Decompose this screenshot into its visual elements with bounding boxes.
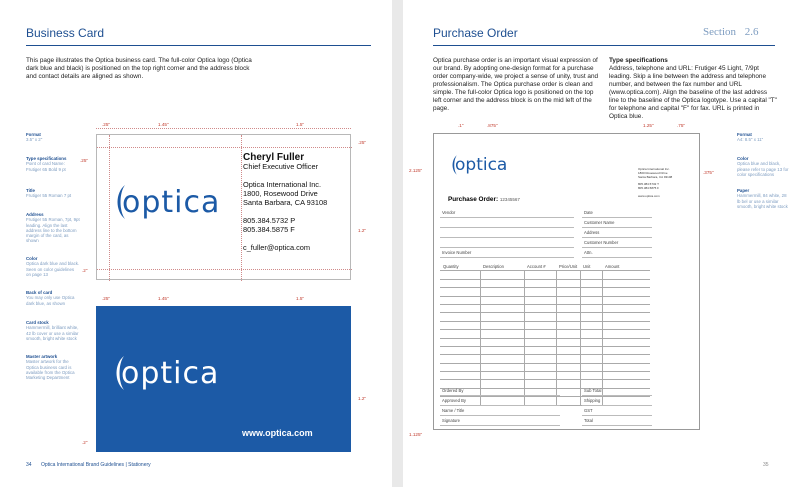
total-line [440,405,560,406]
table-row [440,355,650,363]
spec-text: Frutiger 55 Roman 7 pt [26,193,72,199]
spec-item [737,188,791,209]
spec-text: Optica blue and black, please refer to page 13 for color specifications [737,161,789,177]
table-row [440,297,650,305]
dim-label: .875" [487,123,498,128]
field-line [440,217,574,218]
table-row [440,372,650,380]
column-divider [480,280,481,287]
spec-item [26,212,80,244]
purchase-order-form [433,133,700,430]
card-url: www.optica.com [242,428,313,438]
dim-label: 1.2" [358,228,367,233]
spec-text: Master artwork for the Optica business card is available from the Optica Marketing Department [26,359,75,381]
card-company: Optica International Inc. [243,180,322,189]
column-divider [602,347,603,354]
column-divider [524,280,525,287]
column-divider [480,364,481,371]
right-page [403,0,795,487]
column-divider [580,347,581,354]
card-city: Santa Barbara, CA 93108 [243,198,328,207]
spec-item [26,132,80,143]
column-header: Amount [605,264,620,269]
column-divider [480,355,481,362]
address-line: www.optica.com [638,193,660,198]
table-row [440,330,650,338]
field-line [440,247,574,248]
table-row [440,313,650,321]
field-line [582,237,652,238]
left-page [0,0,392,487]
column-divider [580,330,581,337]
column-divider [580,372,581,379]
total-line [582,395,652,396]
table-row [440,322,650,330]
column-divider [556,355,557,362]
column-divider [556,372,557,379]
card-contact-block [243,153,327,252]
spec-text: 3.5" x 2" [26,137,43,143]
spec-heading: Format [26,132,41,137]
column-header: Account # [527,264,546,269]
dim-label: .2" [82,268,88,273]
spec-text: Point of card Name: Frutiger 65 Bold 9 pt [26,161,66,172]
total-line [440,425,560,426]
title-rule [26,45,371,46]
spec-text: You may only use Optica dark blue, as shown [26,295,75,306]
column-divider [556,339,557,346]
column-divider [480,372,481,379]
column-divider [480,397,481,404]
dim-label: .25" [102,122,111,127]
column-divider [580,313,581,320]
total-label: Shipping [584,398,601,403]
dim-label: .25" [102,296,111,301]
dim-label: .375" [703,170,714,175]
logo-wordmark: optica [122,184,221,220]
column-divider [556,280,557,287]
field-label: Date [584,210,593,215]
column-header: Quantity [443,264,459,269]
page-footer [26,462,151,468]
column-divider [480,288,481,295]
business-card-back [96,306,351,452]
dim-label: .25" [358,140,367,145]
column-divider [602,288,603,295]
spec-heading: Format [737,132,752,137]
column-divider [480,330,481,337]
column-divider [580,339,581,346]
dim-label: 1.5" [296,296,305,301]
column-header: Unit [583,264,591,269]
total-line [582,415,652,416]
card-name: Cheryl Fuller [243,152,305,163]
column-divider [602,330,603,337]
spec-text: A4: 8.5" x 11" [737,137,764,143]
spec-heading: Paper [737,188,750,193]
address-line: 805.384.5875 F [638,185,660,190]
column-divider [524,339,525,346]
section-word: Section [703,26,736,38]
optica-logo [113,183,220,221]
spec-heading: Master artwork [26,354,58,359]
column-divider [580,280,581,287]
column-divider [602,297,603,304]
address-line: 1800 Rosewood Drive [638,170,668,175]
address-line: 805.384.5732 T [638,182,659,187]
page-title: Purchase Order [433,26,518,40]
card-email: c_fuller@optica.com [243,243,311,252]
guide-line [241,135,242,281]
column-divider [480,271,481,278]
field-label: Address [584,230,600,235]
spec-item [26,320,80,341]
total-label: Approved By [442,398,466,403]
table-row [440,380,650,388]
column-divider [480,305,481,312]
column-divider [580,389,581,396]
column-header: Price/Unit [559,264,578,269]
column-divider [524,355,525,362]
spec-item [737,132,791,143]
column-divider [602,355,603,362]
column-divider [580,271,581,278]
address-line: Optica International Inc. [638,167,670,171]
column-divider [580,297,581,304]
field-line [440,227,574,228]
logo-wordmark: optica [455,155,508,175]
column-divider [480,380,481,387]
spec-heading: Type specifications [26,156,67,161]
table-row [440,347,650,355]
spec-heading: Color [26,256,38,261]
column-divider [524,305,525,312]
po-heading [448,196,520,203]
field-label: Customer Name [584,220,615,225]
column-divider [524,322,525,329]
po-title: Purchase Order: [448,196,499,203]
column-divider [480,322,481,329]
optica-logo-white [112,354,219,392]
spec-text: Hammermill, brilliant white, 42 lb cover or use a similar smooth, bright white stock [26,325,79,341]
table-header-row [440,263,650,271]
logo-wordmark: optica [121,355,220,391]
column-divider [602,322,603,329]
spec-heading: Address [26,212,44,217]
spec-item [26,156,80,172]
field-label: Attn. [584,250,593,255]
column-divider [580,305,581,312]
field-line [582,227,652,228]
dim-label: 1.2" [358,396,367,401]
card-title: Chief Executive Officer [243,162,319,171]
business-card-front [96,134,351,280]
column-divider [556,364,557,371]
page-number: 34 [26,462,32,468]
spec-item [26,256,80,277]
line-items-table [440,263,650,406]
field-line [440,237,574,238]
spec-text: Hammermill, 84 white, 28 lb bel or use a similar smooth, bright white stock [737,193,788,209]
column-divider [524,397,525,404]
section-number: 2.6 [744,26,759,38]
column-divider [524,271,525,278]
page-number: 35 [763,462,769,468]
spec-heading: Back of card [26,290,53,295]
column-divider [580,288,581,295]
card-phone: 805.384.5732 P [243,216,296,225]
column-divider [524,297,525,304]
footer-text: Optica International Brand Guidelines | Stationery [40,462,151,468]
column-divider [480,313,481,320]
column-divider [524,380,525,387]
spec-text: Optica dark blue and black. Seen on color guidelines on page 13 [26,261,80,277]
column-divider [580,364,581,371]
spec-item [26,188,80,199]
spec-item [737,156,791,177]
column-divider [580,380,581,387]
column-divider [480,339,481,346]
column-divider [602,339,603,346]
intro-text: This page illustrates the Optica business card. The full-color Optica logo (Optica dark blue and black) is positioned on the top right corner and the address block and contact details are aligned as shown. [26,57,252,80]
field-label: Customer Number [584,240,619,245]
page-title: Business Card [26,26,105,40]
dim-label: .2" [82,440,88,445]
column-divider [480,347,481,354]
spec-item [26,290,80,306]
card-street: 1800, Rosewood Drive [243,189,318,198]
card-fax: 805.384.5875 F [243,225,295,234]
column-divider [524,364,525,371]
table-row [440,364,650,372]
guide-line [96,128,351,129]
column-divider [580,397,581,404]
dim-label: .25" [80,158,89,163]
column-divider [524,372,525,379]
total-line [440,395,560,396]
table-row [440,339,650,347]
column-divider [580,322,581,329]
column-divider [580,355,581,362]
total-label: Ordered By [442,388,464,393]
table-row [440,288,650,296]
type-spec-heading: Type specifications [609,57,668,64]
table-row [440,280,650,288]
total-label: Total [584,418,593,423]
column-divider [602,271,603,278]
dim-label: 2.125" [409,168,423,173]
guide-line [109,135,110,281]
column-divider [602,372,603,379]
column-divider [556,330,557,337]
table-row [440,271,650,279]
field-line [582,257,652,258]
total-label: Name / Title [442,408,465,413]
total-label: Sub Total [584,388,602,393]
field-label: Invoice Number [442,250,472,255]
column-divider [556,305,557,312]
title-rule [433,45,775,46]
field-line [582,217,652,218]
address-line: Santa Barbara, CA 93108 [638,174,673,179]
address-block [638,168,672,198]
table-row [440,305,650,313]
total-line [582,405,652,406]
column-divider [602,380,603,387]
column-divider [556,288,557,295]
column-divider [480,297,481,304]
column-divider [556,380,557,387]
spec-heading: Card stock [26,320,49,325]
field-line [582,247,652,248]
column-divider [524,347,525,354]
column-divider [524,288,525,295]
spec-heading: Title [26,188,35,193]
dim-label: 1.45" [158,122,169,127]
dim-label: 1.125" [409,432,423,437]
guide-line [97,147,352,148]
total-label: GST [584,408,593,413]
column-divider [524,330,525,337]
column-divider [556,313,557,320]
section-label [703,26,759,38]
dim-label: .1" [458,123,464,128]
type-spec-text: Address, telephone and URL: Frutiger 45 Light, 7/9pt leading. Skip a line between the address and telephone number, and between the fax number and URL (www.optica.com). Align the baseline of the last address line to the baseline of the Optica logotype. Use a capital "T" for telephone and capital "F" for fax. URL is printed in Optica blue. [609,65,777,120]
guide-line [97,269,352,270]
column-divider [602,280,603,287]
dim-label: 1.25" [643,123,654,128]
spec-text: Frutiger 55 Roman, 7pt, 9pt leading. Align the last address line to the bottom margin of the card, as shown [26,217,80,244]
spec-heading: Color [737,156,749,161]
dim-label: 1.5" [296,122,305,127]
total-label: Signature [442,418,460,423]
column-divider [602,364,603,371]
field-label: Vendor [442,210,456,215]
total-line [440,415,560,416]
column-divider [556,397,557,404]
total-line [582,425,652,426]
field-line [440,257,574,258]
optica-logo [450,154,507,176]
column-divider [602,313,603,320]
spec-item [26,354,80,380]
column-divider [602,305,603,312]
column-divider [524,313,525,320]
type-spec-block [609,57,777,121]
column-divider [556,322,557,329]
column-divider [556,347,557,354]
column-header: Description [483,264,504,269]
dim-label: .75" [677,123,686,128]
dim-label: 1.45" [158,296,169,301]
intro-text: Optica purchase order is an important visual expression of our brand. By adopting one-design format for a purchase order company-wide, we project a sense of unity, trust and professionalism. The Optica purchase order is clean and simple. The full-color Optica logo is positioned on the top left corner and the address block is on the mid left of the page. [433,57,599,112]
po-number: 12345567 [499,197,520,202]
column-divider [556,297,557,304]
column-divider [556,271,557,278]
column-divider [602,397,603,404]
